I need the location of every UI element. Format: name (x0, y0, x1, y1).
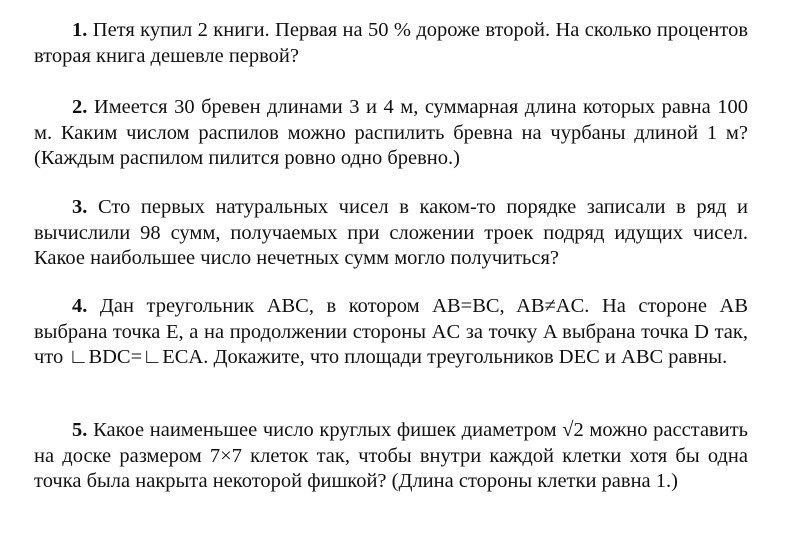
problem-5-text: Какое наименьшее число круглых фишек диаметром √2 можно расставить на доске размером 7×7 клеток так, чтобы внутри каждой клетки хотя бы одна точка была накрыта некоторой фишкой? (Длина стороны клетки равна 1.) (34, 419, 748, 492)
problem-3-text: Сто первых натуральных чисел в каком-то порядке записали в ряд и вычислили 98 сумм, получаемых при сложении троек подряд идущих чисел. Какое наибольшее число нечетных сумм могло получиться? (34, 196, 749, 269)
problem-3-number: 3. (72, 196, 88, 218)
problem-4 (34, 294, 748, 371)
problem-1-number: 1. (72, 19, 88, 41)
problem-2-number: 2. (72, 96, 88, 118)
problem-4-number: 4. (72, 295, 88, 317)
problem-3 (34, 195, 748, 272)
problem-1-text: Петя купил 2 книги. Первая на 50 % дороже второй. На сколько процентов вторая книга дешевле первой? (34, 19, 748, 67)
problem-2-text: Имеется 30 бревен длинами 3 и 4 м, суммарная длина которых равна 100 м. Каким числом распилов можно распилить бревна на чурбаны длиной 1 м? (Каждым распилом пилится ровно одно бревно.) (34, 96, 749, 169)
problem-4-text: Дан треугольник ABC, в котором AB=BC, AB≠AC. На стороне AB выбрана точка E, а на продолжении стороны AC за точку A выбрана точка D так, что ∟BDC=∟ECA. Докажите, что площади треугольников DEC и ABC равны. (34, 295, 748, 368)
problem-2 (34, 95, 748, 172)
problem-1 (34, 18, 748, 69)
problem-5 (34, 418, 748, 495)
problem-5-number: 5. (72, 419, 88, 441)
